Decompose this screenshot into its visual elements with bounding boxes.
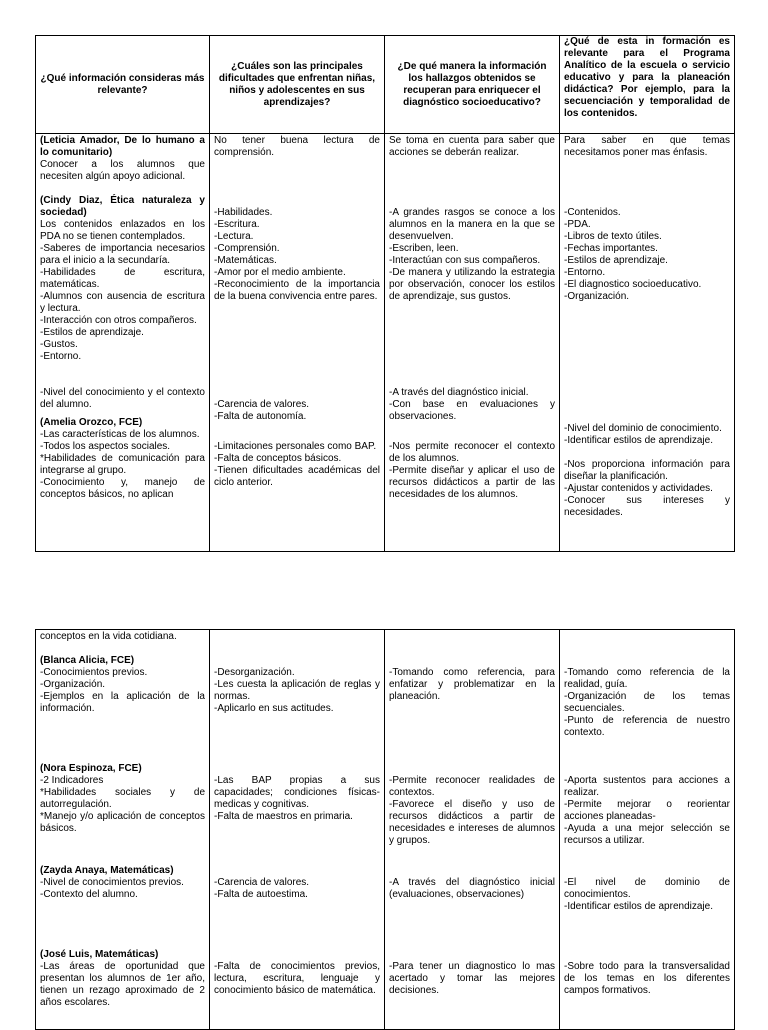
- teacher-name: (Cindy Diaz, Ética naturaleza y sociedad): [40, 195, 205, 218]
- cell-text: -A través del diagnóstico inicial. -Con base en evaluaciones y observaciones.: [389, 387, 555, 422]
- column-difficulties: [210, 630, 385, 1030]
- cell-text: Se toma en cuenta para saber que acciones se deberán realizar.: [389, 135, 555, 158]
- cell-text: -Nos proporciona información para diseñar la planificación. -Ajustar contenidos y actividades. -Conocer sus intereses y necesidades.: [564, 459, 730, 518]
- cell-text: -Permite reconocer realidades de contextos. -Favorece el diseño y uso de recursos didácticos a partir de necesidades e intereses de alumnos y grupos.: [389, 775, 555, 846]
- cell-text: No tener buena lectura de comprensión.: [214, 135, 380, 158]
- cell-text: -2 Indicadores *Habilidades sociales y de autorregulación. *Manejo y/o aplicación de conceptos básicos.: [40, 775, 205, 834]
- cell-text: -Falta de conocimientos previos, lectura, escritura, lenguaje y conocimiento básico de matemática.: [214, 961, 380, 996]
- cell-text: -El nivel de dominio de conocimientos. -Identificar estilos de aprendizaje.: [564, 877, 730, 912]
- cell-text: -Sobre todo para la transversalidad de los temas en los diferentes campos formativos.: [564, 961, 730, 996]
- cell-text: -Para tener un diagnostico lo mas acertado y tomar las mejores decisiones.: [389, 961, 555, 996]
- cell-text: -Las características de los alumnos. -Todos los aspectos sociales. *Habilidades de comunicación para integrarse al grupo. -Conocimiento y, manejo de conceptos básicos, no aplican: [40, 429, 205, 500]
- cell-text: -Nivel del conocimiento y el contexto del alumno.: [40, 387, 205, 410]
- cell-text: -Carencia de valores. -Falta de autoestima.: [214, 877, 310, 900]
- column-relevant-info: [36, 630, 210, 1030]
- cell-text: -Conocimientos previos. -Organización. -Ejemplos en la aplicación de la información.: [40, 667, 205, 714]
- cell-text: -Las BAP propias a sus capacidades; condiciones físicas-medicas y cognitivas. -Falta de maestros en primaria.: [214, 775, 380, 822]
- header-relevant-info: ¿Qué información consideras más relevante?: [36, 36, 210, 134]
- column-diagnostic: [385, 630, 560, 1030]
- cell-text: -Nivel del dominio de conocimiento. -Identificar estilos de aprendizaje.: [564, 423, 722, 446]
- teacher-name: (Amelia Orozco, FCE): [40, 417, 143, 428]
- cell-text: Para saber en que temas necesitamos poner mas énfasis.: [564, 135, 730, 158]
- cell-text: conceptos en la vida cotidiana.: [40, 631, 177, 642]
- cell-text: -A través del diagnóstico inicial (evaluaciones, observaciones): [389, 877, 555, 900]
- cell-text: Conocer a los alumnos que necesiten algún apoyo adicional.: [40, 159, 205, 182]
- cell-text: -Las áreas de oportunidad que presentan los alumnos de 1er año, tienen un rezago aproximado de 2 años escolares.: [40, 961, 205, 1008]
- cell-text: -Desorganización. -Les cuesta la aplicación de reglas y normas. -Aplicarlo en sus actitudes.: [214, 667, 380, 714]
- diagnostic-table-page-2: [35, 629, 735, 1030]
- column-analytic-program: [560, 134, 735, 552]
- cell-text: -Nivel de conocimientos previos. -Contexto del alumno.: [40, 877, 184, 900]
- column-diagnostic: [385, 134, 560, 552]
- teacher-name: (Leticia Amador, De lo humano a lo comunitario): [40, 135, 205, 158]
- teacher-name: (Blanca Alicia, FCE): [40, 655, 135, 666]
- cell-text: -Tomando como referencia de la realidad, guía. -Organización de los temas secuenciales. -Punto de referencia de nuestro contexto.: [564, 667, 730, 738]
- cell-text: -Carencia de valores. -Falta de autonomía.: [214, 399, 310, 422]
- teacher-name: (Nora Espinoza, FCE): [40, 763, 142, 774]
- column-difficulties: [210, 134, 385, 552]
- cell-text: -A grandes rasgos se conoce a los alumnos en la manera en la que se desenvuelven. -Escriben, leen. -Interactúan con sus compañeros. -De manera y utilizando la estrategia por observación, conocer los estilos de aprendizaje, sus gustos.: [389, 207, 555, 302]
- cell-text: -Nos permite reconocer el contexto de los alumnos. -Permite diseñar y aplicar el uso de recursos didácticos a partir de las necesidades de los alumnos.: [389, 441, 555, 500]
- cell-text: -Contenidos. -PDA. -Libros de texto útiles. -Fechas importantes. -Estilos de aprendizaje. -Entorno. -El diagnostico socioeducativo. -Organización.: [564, 207, 702, 302]
- cell-text: -Tomando como referencia, para enfatizar y problematizar en la planeación.: [389, 667, 555, 702]
- header-learning-difficulties: ¿Cuáles son las principales dificultades que enfrentan niñas, niños y adolescentes en sus aprendizajes?: [210, 36, 385, 134]
- cell-text: -Habilidades. -Escritura. -Lectura. -Comprensión. -Matemáticas. -Amor por el medio ambiente. -Reconocimiento de la importancia de la buena convivencia entre pares.: [214, 207, 380, 302]
- cell-text: -Aporta sustentos para acciones a realizar. -Permite mejorar o reorientar acciones planeadas- -Ayuda a una mejor selección se recursos a utilizar.: [564, 775, 730, 846]
- teacher-name: (José Luis, Matemáticas): [40, 949, 159, 960]
- header-analytic-program: ¿Qué de esta in formación es relevante para el Programa Analítico de la escuela o servicio educativo y para la planeación didáctica? Por ejemplo, para la secuenciación y temporalidad de los contenidos.: [560, 36, 735, 134]
- cell-text: Los contenidos enlazados en los PDA no se tienen contemplados. -Saberes de importancia necesarios para el inicio a la secundaría. -Habilidades de escritura, matemáticas. -Alumnos con ausencia de escritura y lectura. -Interacción con otros compañeros. -Estilos de aprendizaje. -Gustos. -Entorno.: [40, 219, 205, 362]
- header-diagnostic-enrichment: ¿De qué manera la información los hallazgos obtenidos se recuperan para enriquecer el diagnóstico socioeducativo?: [385, 36, 560, 134]
- column-relevant-info: [36, 134, 210, 552]
- cell-text: -Limitaciones personales como BAP. -Falta de conceptos básicos. -Tienen dificultades académicas del ciclo anterior.: [214, 441, 380, 488]
- teacher-name: (Zayda Anaya, Matemáticas): [40, 865, 174, 876]
- diagnostic-table-page-1: [35, 35, 735, 552]
- column-analytic-program: [560, 630, 735, 1030]
